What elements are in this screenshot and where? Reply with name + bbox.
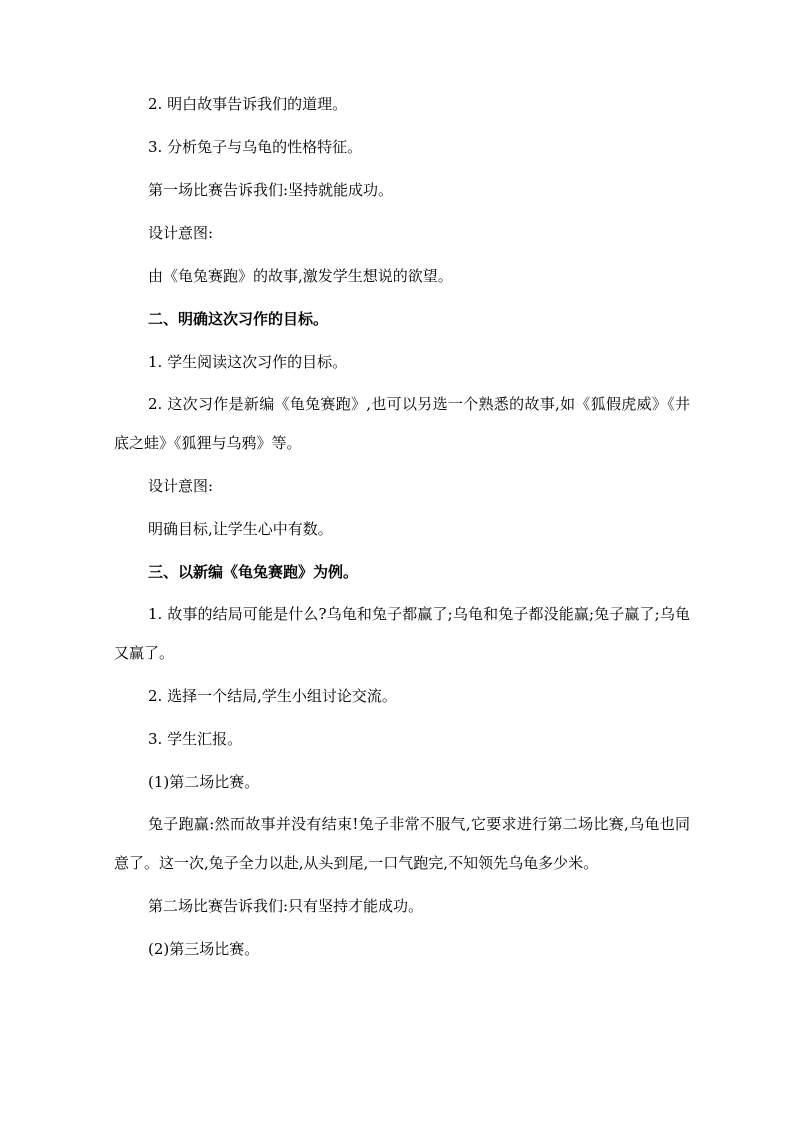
second-race-heading: (1)第二场比赛。 (148, 773, 260, 791)
student-report: 3. 学生汇报。 (148, 730, 243, 748)
design-intent-label-2: 设计意图: (148, 477, 214, 495)
section-heading-2: 二、明确这次习作的目标。 (148, 310, 329, 328)
document-body (114, 94, 690, 982)
third-race-heading: (2)第三场比赛。 (148, 940, 260, 958)
second-race-lesson: 第二场比赛告诉我们:只有坚持才能成功。 (148, 897, 424, 915)
story-ending-options: 1. 故事的结局可能是什么?乌龟和兔子都赢了;乌龟和兔子都没能赢;兔子赢了;乌龟又赢了。 (114, 605, 690, 662)
goal-step-1: 1. 学生阅读这次习作的目标。 (148, 353, 348, 371)
objective-3: 3. 分析兔子与乌龟的性格特征。 (148, 138, 363, 156)
design-intent-text-2: 明确目标,让学生心中有数。 (148, 520, 333, 538)
goal-step-2: 2. 这次习作是新编《龟兔赛跑》,也可以另选一个熟悉的故事,如《狐假虎威》《井底之蛙》《狐狸与乌鸦》等。 (114, 395, 690, 452)
design-intent-label-1: 设计意图: (148, 224, 214, 242)
second-race-story: 兔子跑赢:然而故事并没有结束!兔子非常不服气,它要求进行第二场比赛,乌龟也同意了。这一次,兔子全力以赴,从头到尾,一口气跑完,不知领先乌龟多少米。 (114, 815, 690, 872)
first-race-lesson: 第一场比赛告诉我们:坚持就能成功。 (148, 181, 394, 199)
objective-2: 2. 明白故事告诉我们的道理。 (148, 95, 348, 113)
section-heading-3: 三、以新编《龟兔赛跑》为例。 (148, 563, 359, 581)
group-discussion: 2. 选择一个结局,学生小组讨论交流。 (148, 687, 397, 705)
design-intent-text-1: 由《龟兔赛跑》的故事,激发学生想说的欲望。 (148, 267, 453, 285)
